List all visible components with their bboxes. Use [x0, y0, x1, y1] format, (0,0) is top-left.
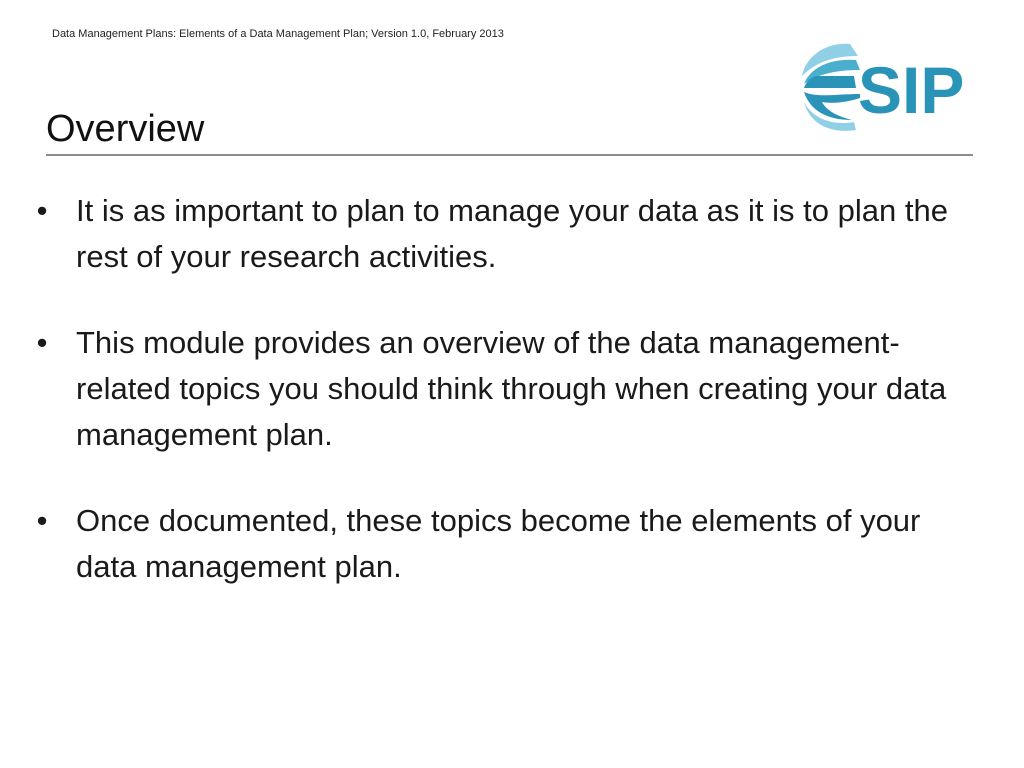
bullet-text: This module provides an overview of the data management-related topics you should think through when creating your data management plan. [76, 325, 947, 452]
bullet-item [28, 498, 988, 590]
bullet-text: Once documented, these topics become the elements of your data management plan. [76, 503, 921, 584]
bullet-marker: • [36, 325, 48, 360]
bullet-marker: • [36, 503, 48, 538]
bullet-marker: • [36, 193, 48, 228]
logo-text: SIP [858, 53, 965, 127]
bullet-text: It is as important to plan to manage your data as it is to plan the rest of your research activities. [76, 193, 948, 274]
logo-swirl [802, 44, 860, 131]
bullet-list [28, 188, 988, 590]
bullet-item [28, 188, 988, 280]
esip-logo-icon [796, 36, 972, 136]
document-header-note: Data Management Plans: Elements of a Data Management Plan; Version 1.0, February 2013 [52, 28, 504, 40]
slide-title: Overview [46, 108, 205, 150]
title-divider [46, 154, 973, 156]
bullet-item [28, 320, 988, 458]
esip-logo [796, 36, 972, 136]
